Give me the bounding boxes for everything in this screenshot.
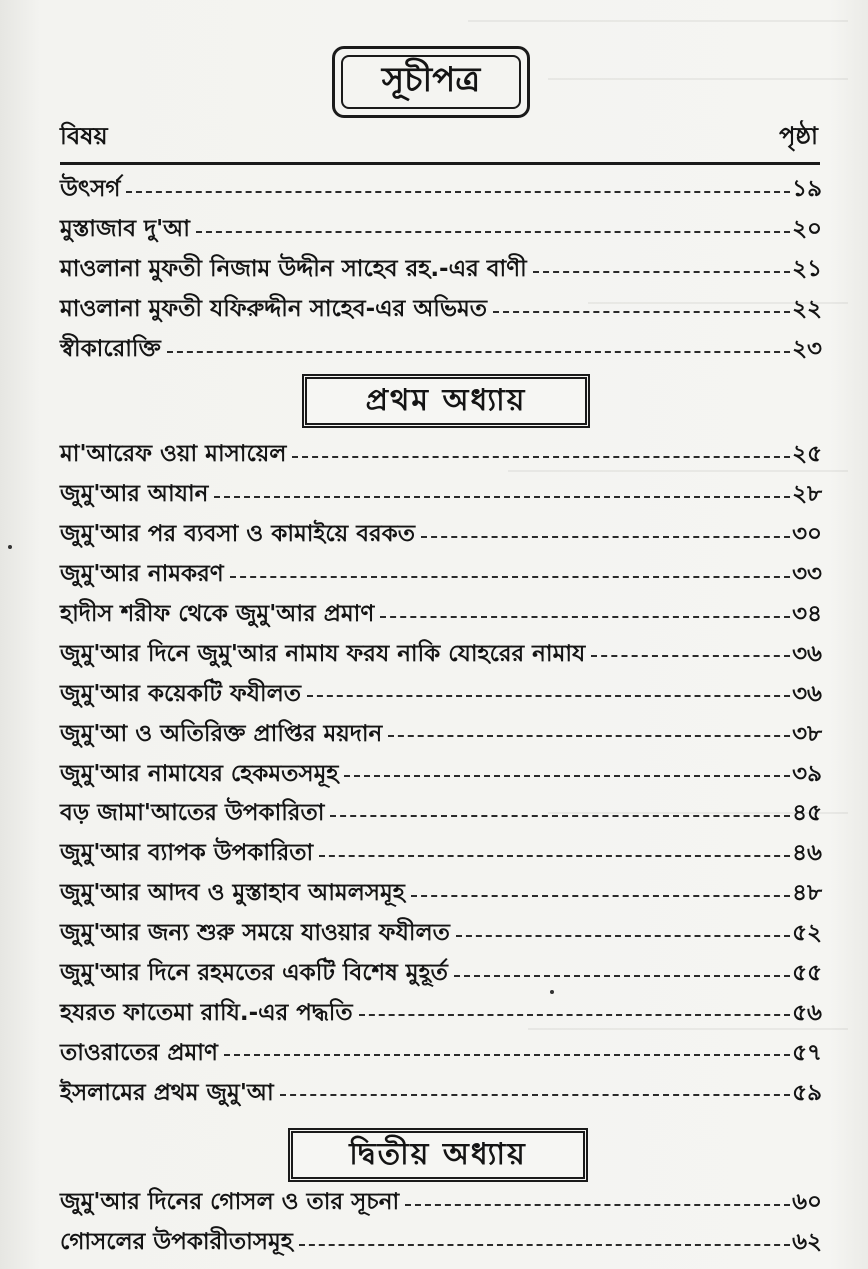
toc-entry xyxy=(60,515,822,555)
toc-entry-title: জুমু'আ ও অতিরিক্ত প্রাপ্তির ময়দান xyxy=(60,720,383,747)
toc-entry-page-number: ২৫ xyxy=(792,441,822,468)
title-frame xyxy=(332,46,530,118)
toc-entry xyxy=(60,714,822,754)
toc-entry xyxy=(60,914,822,954)
header-rule xyxy=(60,162,820,165)
dashed-leader xyxy=(330,815,790,817)
toc-entry-title: বড় জামা'আতের উপকারিতা xyxy=(60,800,325,827)
dashed-leader xyxy=(454,975,790,977)
dashed-leader xyxy=(196,231,790,233)
toc-entry xyxy=(60,475,822,515)
toc-entry xyxy=(60,250,822,290)
toc-entry-page-number: ৬০ xyxy=(792,1189,822,1216)
toc-entry-title: জুমু'আর আদব ও মুস্তাহাব আমলসমূহ xyxy=(60,880,405,907)
toc-entry xyxy=(60,794,822,834)
toc-entry-page-number: ৫৯ xyxy=(792,1079,822,1106)
dashed-leader xyxy=(405,1204,790,1206)
toc-entry-title: মা'আরেফ ওয়া মাসায়েল xyxy=(60,441,287,468)
toc-entry xyxy=(60,754,822,794)
toc-entry xyxy=(60,1073,822,1113)
toc-entry-page-number: ২৩ xyxy=(792,336,822,362)
dashed-leader xyxy=(307,695,790,697)
toc-entry-title: গোসলের উপকারীতাসমূহ xyxy=(60,1229,293,1256)
dashed-leader xyxy=(214,496,790,498)
toc-entry xyxy=(60,595,822,635)
toc-entry-title: জুমু'আর কয়েকটি ফযীলত xyxy=(60,680,302,707)
dashed-leader xyxy=(359,1014,791,1016)
toc-entry-title: জুমু'আর নামকরণ xyxy=(60,561,224,588)
toc-entry-title: জুমু'আর দিনে রহমতের একটি বিশেষ মুহূর্ত xyxy=(60,960,448,987)
toc-entry-title: স্বীকারোক্তি xyxy=(60,336,161,362)
bleed-through-mark xyxy=(548,78,848,80)
toc-entry-page-number: ৩৯ xyxy=(792,760,822,787)
toc-entry xyxy=(60,874,822,914)
toc-entry-title: মুস্তাজাব দু'আ xyxy=(60,216,190,243)
dashed-leader xyxy=(292,456,790,458)
toc-entry-title: জুমু'আর আযান xyxy=(60,481,209,508)
dashed-leader xyxy=(388,735,790,737)
toc-entry-title: উৎসর্গ xyxy=(60,176,121,203)
page-column-label: পৃষ্ঠা xyxy=(779,122,818,150)
subject-column-label: বিষয় xyxy=(60,122,108,150)
dashed-leader xyxy=(224,1054,790,1056)
toc-entry xyxy=(60,1223,822,1263)
toc-entry-title: জুমু'আর নামাযের হেকমতসমূহ xyxy=(60,760,339,787)
toc-entry xyxy=(60,674,822,714)
toc-entry-page-number: ৫৬ xyxy=(792,999,822,1026)
toc-entry-page-number: ৩৬ xyxy=(792,640,822,667)
toc-entry-page-number: ৪৫ xyxy=(792,800,822,827)
speck xyxy=(8,545,12,549)
toc-entry xyxy=(60,954,822,994)
toc-entry-page-number: ৩০ xyxy=(792,521,822,548)
chapter-1-heading: প্রথম অধ্যায় xyxy=(302,374,590,428)
dashed-leader xyxy=(421,536,790,538)
toc-entry xyxy=(60,170,822,210)
toc-entry-title: জুমু'আর দিনের গোসল ও তার সূচনা xyxy=(60,1189,400,1216)
toc-entry-page-number: ২২ xyxy=(792,296,822,323)
toc-entry xyxy=(60,210,822,250)
toc-entry xyxy=(60,330,822,370)
toc-entry-page-number: ২৮ xyxy=(792,481,822,508)
toc-entry-title: হাদীস শরীফ থেকে জুমু'আর প্রমাণ xyxy=(60,601,375,627)
dashed-leader xyxy=(299,1244,790,1246)
toc-entry xyxy=(60,1183,822,1223)
dashed-leader xyxy=(411,895,790,897)
toc-entry-page-number: ৩৬ xyxy=(792,680,822,707)
toc-entry-page-number: ৫৭ xyxy=(792,1039,822,1066)
toc-entry-title: ইসলামের প্রথম জুমু'আ xyxy=(60,1079,274,1106)
dashed-leader xyxy=(591,655,790,657)
toc-entry xyxy=(60,435,822,475)
chapter-1-entry-list xyxy=(60,435,822,1113)
column-header xyxy=(60,118,818,158)
toc-entry-title: জুমু'আর পর ব্যবসা ও কামাইয়ে বরকত xyxy=(60,521,415,548)
toc-entry xyxy=(60,993,822,1033)
toc-entry xyxy=(60,555,822,595)
toc-entry-page-number: ৫২ xyxy=(792,920,822,947)
toc-entry-title: জুমু'আর দিনে জুমু'আর নামায ফরয নাকি যোহরের নামায xyxy=(60,640,586,667)
toc-entry-page-number: ১৯ xyxy=(792,176,822,203)
dashed-leader xyxy=(319,855,790,857)
toc-entry xyxy=(60,290,822,330)
chapter-2-heading: দ্বিতীয় অধ্যায় xyxy=(288,1128,588,1182)
dashed-leader xyxy=(280,1094,790,1096)
bleed-through-mark xyxy=(468,20,848,22)
toc-entry-page-number: ৪৮ xyxy=(792,880,822,907)
toc-entry-page-number: ২১ xyxy=(792,256,822,283)
toc-entry-title: তাওরাতের প্রমাণ xyxy=(60,1039,218,1066)
dashed-leader xyxy=(126,191,790,193)
toc-entry xyxy=(60,1033,822,1073)
toc-entry-page-number: ৩৩ xyxy=(792,561,822,588)
dashed-leader xyxy=(230,576,790,578)
dashed-leader xyxy=(380,616,790,618)
dashed-leader xyxy=(533,271,790,273)
dashed-leader xyxy=(167,351,790,353)
intro-entry-list xyxy=(60,170,822,369)
toc-entry-page-number: ৬২ xyxy=(792,1229,822,1256)
toc-entry-title: জুমু'আর জন্য শুরু সময়ে যাওয়ার ফযীলত xyxy=(60,920,450,947)
toc-entry-title: জুমু'আর ব্যাপক উপকারিতা xyxy=(60,840,314,867)
toc-entry-page-number: ২০ xyxy=(792,216,822,243)
toc-entry-title: হযরত ফাতেমা রাযি.-এর পদ্ধতি xyxy=(60,999,353,1026)
toc-entry xyxy=(60,834,822,874)
toc-entry-page-number: ৩৮ xyxy=(792,720,822,747)
toc-entry-page-number: ৫৫ xyxy=(792,960,822,987)
toc-entry-title: মাওলানা মুফতী যফিরুদ্দীন সাহেব-এর অভিমত xyxy=(60,296,487,323)
dashed-leader xyxy=(344,775,790,777)
toc-entry-page-number: ৩৪ xyxy=(792,601,822,627)
toc-entry xyxy=(60,634,822,674)
chapter-2-entry-list xyxy=(60,1183,822,1263)
dashed-leader xyxy=(456,935,790,937)
dashed-leader xyxy=(493,311,790,313)
page-title: সূচীপত্র xyxy=(341,55,521,109)
toc-entry-page-number: ৪৬ xyxy=(792,840,822,867)
toc-entry-title: মাওলানা মুফতী নিজাম উদ্দীন সাহেব রহ.-এর বাণী xyxy=(60,256,527,283)
